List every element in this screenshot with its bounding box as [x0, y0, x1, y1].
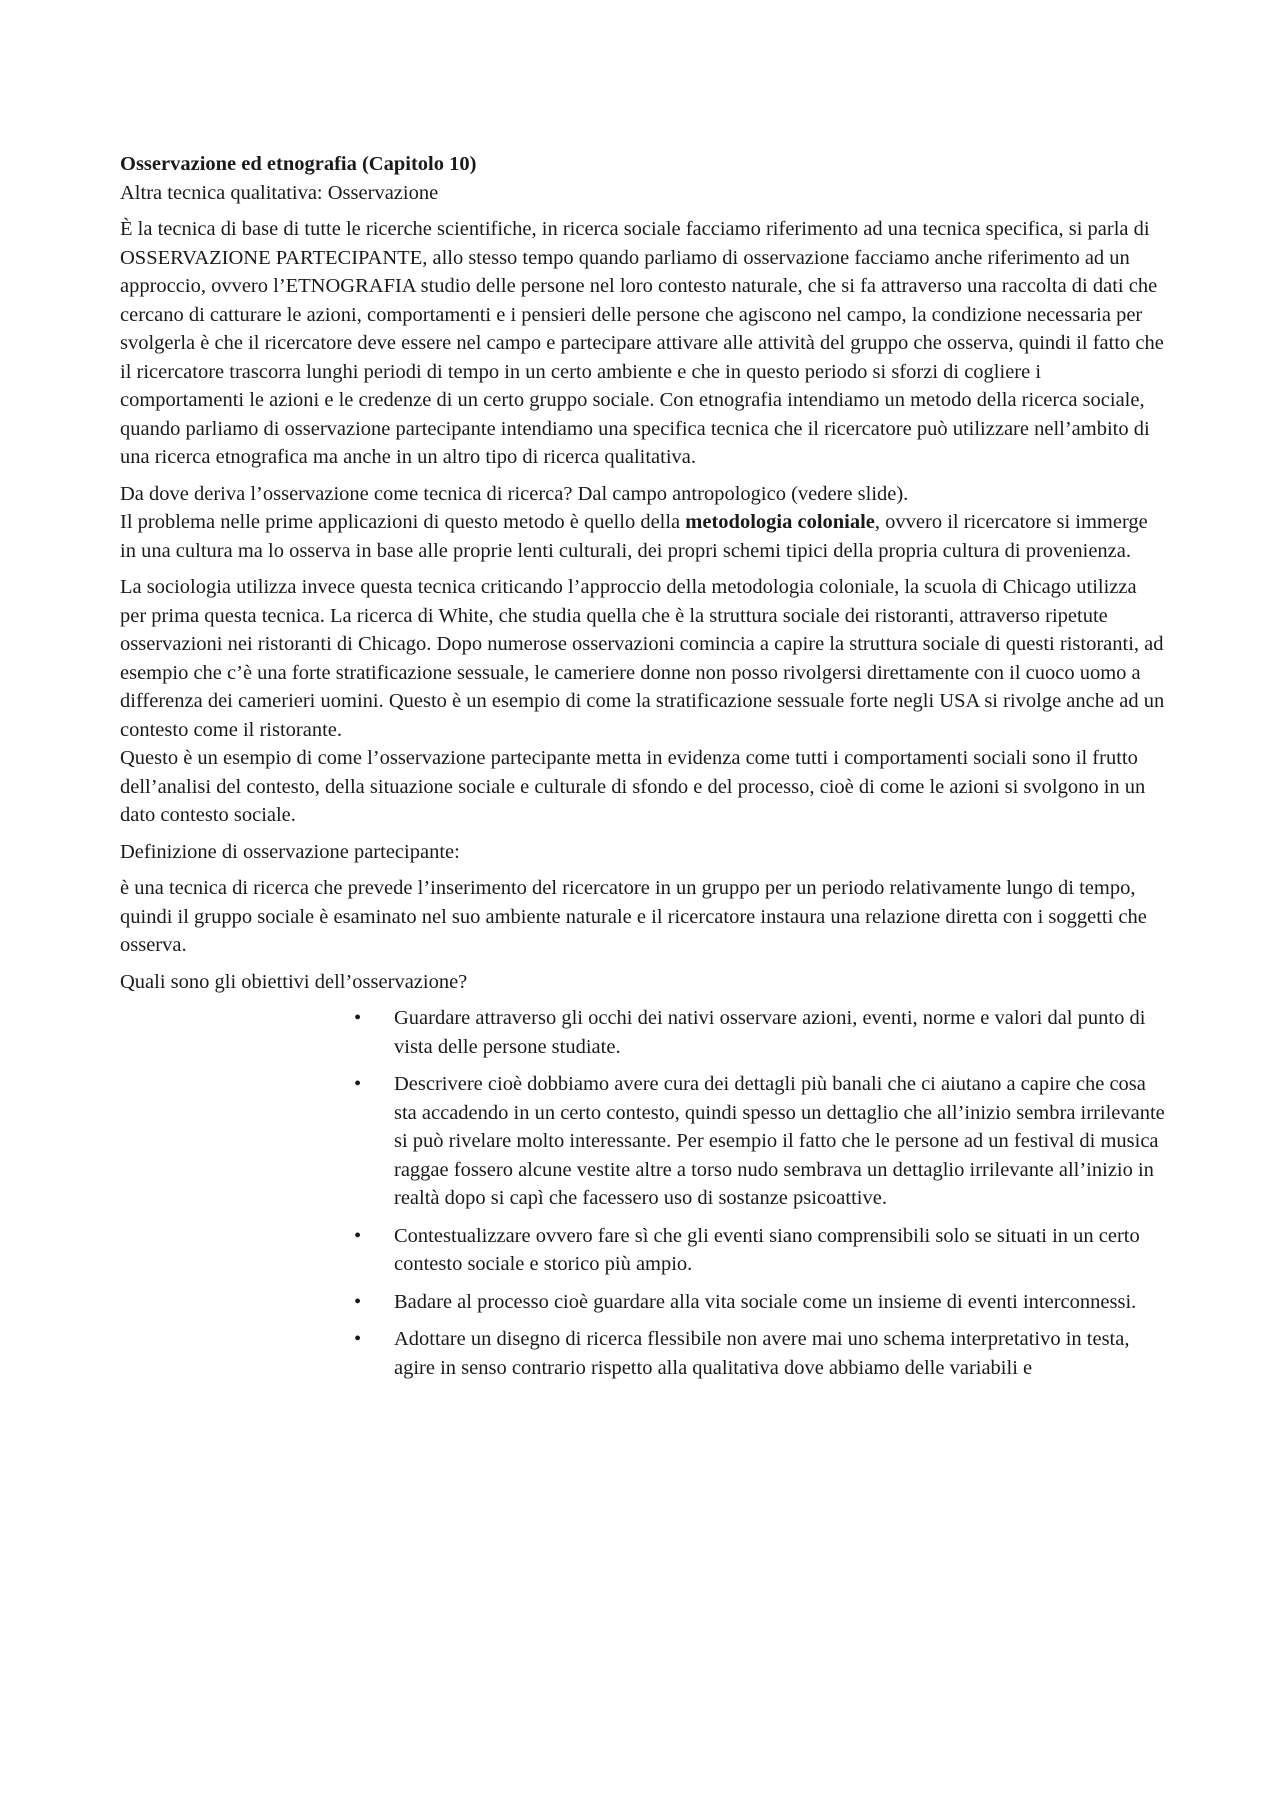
- list-item: [354, 1222, 1165, 1279]
- paragraph-intro: È la tecnica di base di tutte le ricerche scientifiche, in ricerca sociale facciamo riferimento ad una tecnica specifica, si parla di OSSERVAZIONE PARTECIPANTE, allo stesso tempo quando parliamo di osservazione facciamo anche riferimento ad un approccio, ovvero l’ETNOGRAFIA studio delle persone nel loro contesto naturale, che si fa attraverso una raccolta di dati che cercano di catturare le azioni, comportamenti e i pensieri delle persone che agiscono nel campo, la condizione necessaria per svolgerla è che il ricercatore deve essere nel campo e partecipare attivare alle attività del gruppo che osserva, quindi il fatto che il ricercatore trascorra lunghi periodi di tempo in un certo ambiente e che in questo periodo si sforzi di cogliere i comportamenti le azioni e le credenze di un certo gruppo sociale. Con etnografia intendiamo un metodo della ricerca sociale, quando parliamo di osservazione partecipante intendiamo una specifica tecnica che il ricercatore può utilizzare nell’ambito di una ricerca etnografica ma anche in un altro tipo di ricerca qualitativa.: [120, 218, 1164, 468]
- document-subtitle: Altra tecnica qualitativa: Osservazione: [120, 181, 439, 204]
- paragraph-colonial-method: [120, 508, 1165, 565]
- list-item-text: Adottare un disegno di ricerca flessibile non avere mai uno schema interpretativo in testa, agire in senso contrario rispetto alla qualitativa dove abbiamo delle variabili e: [394, 1328, 1130, 1379]
- bullet-icon: •: [354, 1073, 362, 1095]
- list-item-text: Descrivere cioè dobbiamo avere cura dei dettagli più banali che ci aiutano a capire che cosa sta accadendo in un certo contesto, quindi spesso un dettaglio che all’inizio sembra irrilevante si può rivelare molto interessante. Per esempio il fatto che le persone ad un festival di musica raggae fossero alcune vestite altre a torso nudo sembrava un dettaglio irrilevante all’inizio in realtà dopo si capì che facessero uso di sostanze psicoattive.: [394, 1073, 1165, 1209]
- objectives-list: [120, 1004, 1165, 1382]
- text-segment: Il problema nelle prime applicazioni di questo metodo è quello della: [120, 511, 686, 533]
- list-item: [354, 1070, 1165, 1213]
- list-item: [354, 1288, 1165, 1317]
- paragraph-definition-heading: Definizione di osservazione partecipante:: [120, 840, 460, 863]
- bullet-icon: •: [354, 1224, 362, 1247]
- paragraph-chicago-school: La sociologia utilizza invece questa tecnica criticando l’approccio della metodologia coloniale, la scuola di Chicago utilizza per prima questa tecnica. La ricerca di White, che studia quella che è la struttura sociale dei ristoranti, attraverso ripetute osservazioni nei ristoranti di Chicago. Dopo numerose osservazioni comincia a capire la struttura sociale di questi ristoranti, ad esempio che c’è una forte stratificazione sessuale, le cameriere donne non posso rivolgersi direttamente con il cuoco uomo a differenza dei camerieri uomini. Questo è un esempio di come la stratificazione sessuale forte negli USA si rivolge anche ad un contesto come il ristorante.: [120, 576, 1165, 741]
- document-title: Osservazione ed etnografia (Capitolo 10): [120, 153, 477, 175]
- document-page: [120, 150, 1165, 1391]
- bullet-icon: •: [354, 1007, 362, 1029]
- paragraph-participant-observation-example: Questo è un esempio di come l’osservazione partecipante metta in evidenza come tutti i comportamenti sociali sono il frutto dell’analisi del contesto, della situazione sociale e culturale di sfondo e del processo, cioè di come le azioni si svolgono in un dato contesto sociale.: [120, 747, 1146, 826]
- bold-term-colonial-methodology: metodologia coloniale: [685, 511, 875, 533]
- paragraph-objectives-question: Quali sono gli obiettivi dell’osservazione?: [120, 970, 468, 993]
- paragraph-definition: è una tecnica di ricerca che prevede l’inserimento del ricercatore in un gruppo per un periodo relativamente lungo di tempo, quindi il gruppo sociale è esaminato nel suo ambiente naturale e il ricercatore instaura una relazione diretta con i soggetti che osserva.: [120, 877, 1147, 956]
- list-item: [354, 1004, 1165, 1061]
- list-item-text: Guardare attraverso gli occhi dei nativi osservare azioni, eventi, norme e valori dal punto di vista delle persone studiate.: [394, 1007, 1146, 1058]
- bullet-icon: •: [354, 1328, 362, 1350]
- paragraph-origin: Da dove deriva l’osservazione come tecnica di ricerca? Dal campo antropologico (vedere slide).: [120, 482, 909, 505]
- list-item-text: Contestualizzare ovvero fare sì che gli eventi siano comprensibili solo se situati in un certo contesto sociale e storico più ampio.: [394, 1224, 1140, 1275]
- bullet-icon: •: [354, 1290, 362, 1313]
- list-item: [354, 1325, 1165, 1382]
- text-segment: , ovvero il ricercatore si immerge in una cultura ma lo osserva in base alle proprie lenti culturali, dei propri schemi tipici della propria cultura di provenienza.: [120, 511, 1148, 562]
- list-item-text: Badare al processo cioè guardare alla vita sociale come un insieme di eventi interconnessi.: [394, 1290, 1137, 1313]
